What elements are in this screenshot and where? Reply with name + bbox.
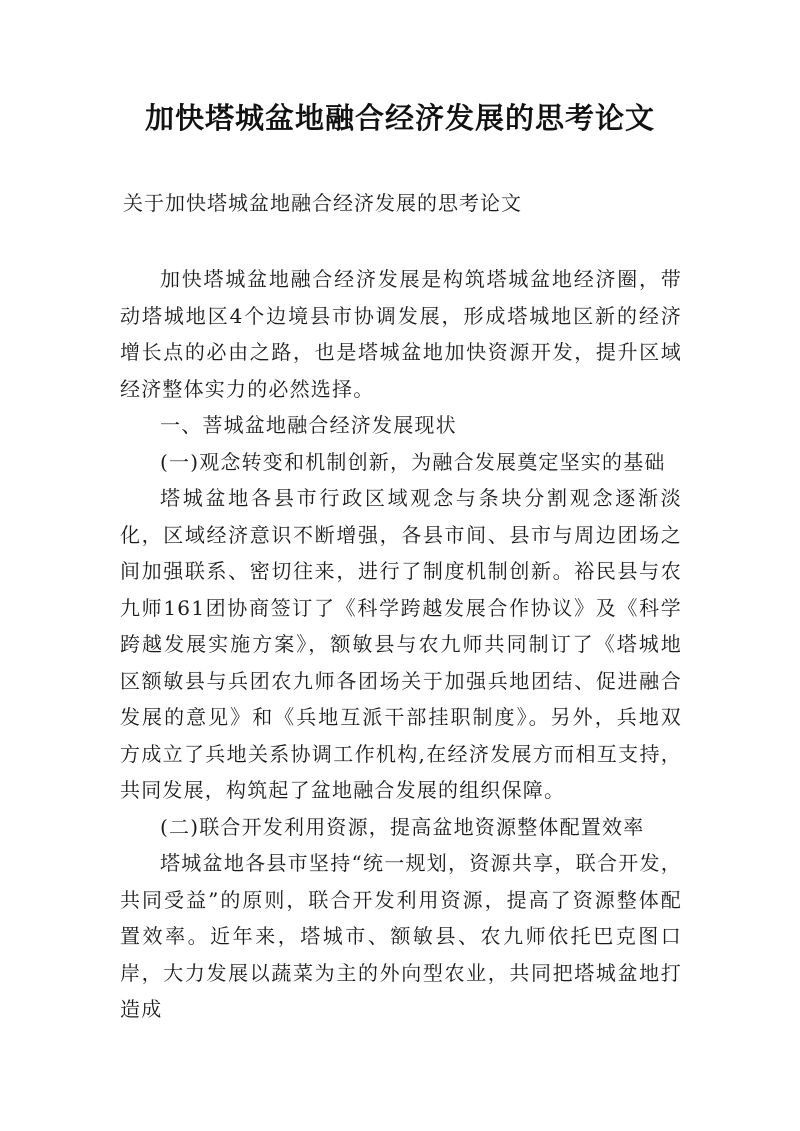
section-heading-1: 一、菩城盆地融合经济发展现状 [160,413,457,437]
subsection-heading-2: (二)联合开发利用资源，提高盆地资源整体配置效率 [160,814,645,839]
document-subtitle: 关于加快塔城盆地融合经济发展的思考论文 [123,191,522,215]
subsection-heading-1: (一)观念转变和机制创新，为融合发展奠定坚实的基础 [160,449,666,474]
paragraph-mechanism: 塔城盆地各县市行政区域观念与条块分割观念逐渐淡化，区域经济意识不断增强，各县市间、县市与周边团场之间加强联系、密切往来，进行了制度机制创新。裕民县与农九师161团协商签订了《科学跨越发展合作协议》及《科学跨越发展实施方案》，额敏县与农九师共同制订了《塔城地区额敏县与兵团农九师各团场关于加强兵地团结、促进融合发展的意见》和《兵地互派干部挂职制度》。另外，兵地双方成立了兵地关系协调工作机构,在经济发展方而相互支持，共同发展，构筑起了盆地融合发展的组织保障。 [120,486,682,802]
paragraph-resources: 塔城盆地各县市坚持“统一规划，资源共享，联合开发，共同受益”的原则，联合开发利用资源，提高了资源整体配置效率。近年来，塔城市、额敏县、农九师依托巴克图口岸，大力发展以蔬菜为主的外向型农业，共同把塔城盆地打造成 [120,851,682,1021]
document-title: 加快塔城盆地融合经济发展的思考论文 [144,101,655,135]
paragraph-intro: 加快塔城盆地融合经济发展是构筑塔城盆地经济圈，带动塔城地区4个边境县市协调发展，形成塔城地区新的经济增长点的必由之路，也是塔城盆地加快资源开发，提升区域经济整体实力的必然选择。 [120,267,682,401]
document-body [120,261,682,1028]
